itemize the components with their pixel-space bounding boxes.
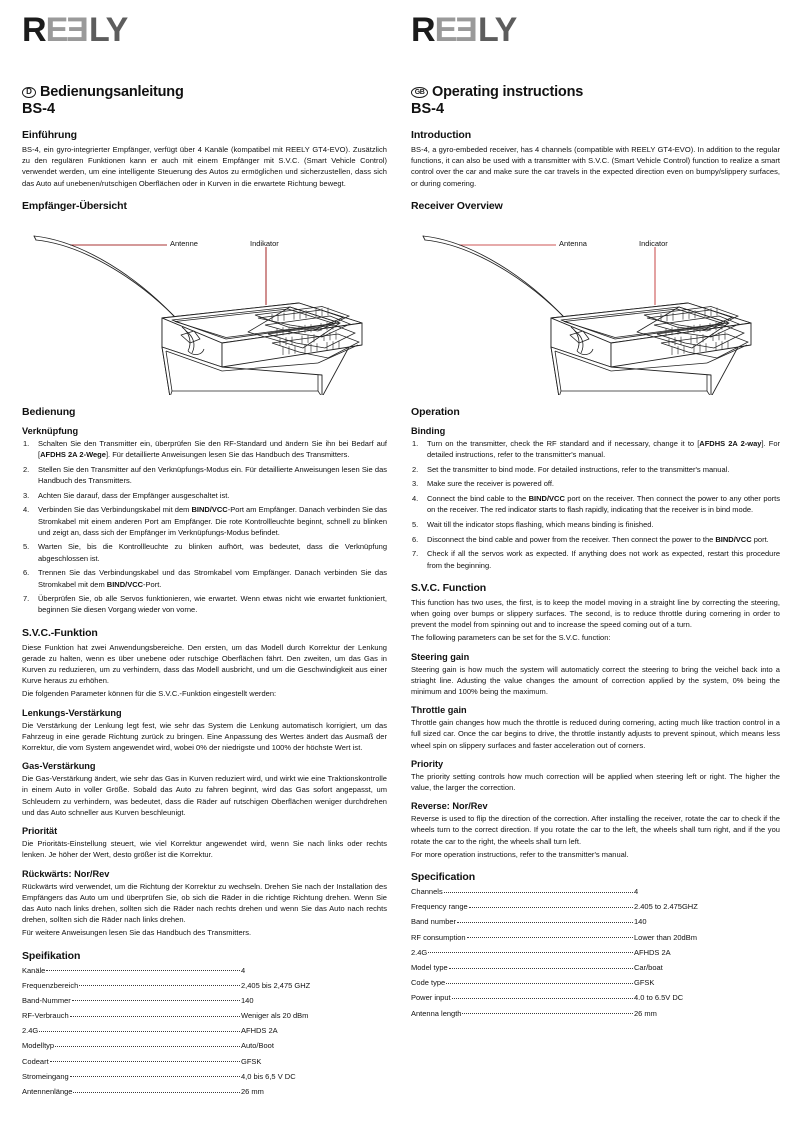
german-operation-heading: Bedienung [22,405,76,418]
step-text: Wait till the indicator stops flashing, which means binding is finished. [427,520,654,530]
spec-leader-dots [444,892,633,893]
spec-key: Band-Nummer [22,995,71,1005]
step-text: Disconnect the bind cable and power from the receiver. Then connect the power to the BIND/VCC port. [427,534,769,544]
english-title-row [411,84,780,100]
spec-key: Modelltyp [22,1041,55,1051]
german-spec-list [22,965,387,1098]
spec-value: Weniger als 20 dBm [241,1011,309,1021]
english-intro-heading: Introduction [411,129,472,141]
english-reverse-text: Reverse is used to flip the direction of the correction. After installing the receiver, rotate the car to check if the wheels turn to the correct direction. If you rotate the car to the left, the wheels shall turn right, and if the you rotate the car to the right, the wheels shall turn left. [411,814,780,846]
step-text: Überprüfen Sie, ob alle Servos funktionieren, wie erwartet. Wenn etwas nicht wie erwartet funktioniert, beginnen Sie diesen Vorgang wieder von vorne. [38,594,387,615]
spec-leader-dots [50,1061,240,1062]
spec-leader-dots [449,968,633,969]
german-receiver-diagram [22,215,387,395]
german-binding-steps [22,438,387,616]
binding-step [22,541,387,563]
step-number: 6. [23,568,30,578]
antenna-wire [423,236,577,331]
spec-value: Auto/Boot [241,1041,274,1051]
english-intro-text: BS-4, a gyro-embeded receiver, has 4 channels (compatible with REELY GT4-EVO). In addition to the regular functions, it can also be used with a transmitter with S.V.C. (Smart Vehicle Control) function to realize a smart control over the car and make sure the car travels in the expected direction even on bumpy/slippery surfaces, or during comering. [411,145,780,188]
spec-key: Codeart [22,1056,49,1066]
english-steering-text: Steering gain is how much the system will automaticly correct the steering to bring the veichel back into a striaght line. Adusting the value changes the amount of correction applied by the system, 0% being the minimum and 100% being the maximum. [411,664,780,697]
step-text: Achten Sie darauf, dass der Empfänger ausgeschaltet ist. [38,490,230,500]
spec-row [22,1086,387,1097]
english-receiver-diagram [411,215,780,395]
spec-value: 2,405 bis 2,475 GHZ [241,980,311,990]
english-svc-params-line: The following parameters can be set for the S.V.C. function: [411,633,611,643]
german-spec-heading: Speifikation [22,949,81,962]
english-svc-heading: S.V.C. Function [411,581,487,594]
spec-key: 2.4G [411,947,428,957]
english-model-name: BS-4 [411,101,445,117]
spec-leader-dots [467,937,633,938]
spec-key: Antenna length [411,1008,462,1018]
english-priority-text: The priority setting controls how much correction will be applied when steering left or right. The higher the value, the larger the correction. [411,771,780,793]
spec-row [411,1008,780,1019]
spec-key: Power input [411,993,451,1003]
spec-leader-dots [55,1046,240,1047]
spec-value: Car/boat [634,963,663,973]
spec-key: RF consumption [411,932,466,942]
spec-key: Model type [411,963,448,973]
step-number: 4. [412,494,419,504]
german-svc-text: Diese Funktion hat zwei Anwendungsbereiche. Den ersten, um das Modell durch Korrektur der Lenkung gerade zu halten, wenn es über unebene oder rutschige Oberflächen fährt. Den zweiten, um das Gas in Kurven zu reduzieren, um zu verhindern, dass das Modell ausbricht, und um die Geschwindigkeit aus einer Kurve heraus zu erhöhen. [22,642,387,686]
spec-leader-dots [46,970,240,971]
spec-value: 4.0 to 6.5V DC [634,993,684,1003]
step-number: 7. [23,594,30,604]
spec-value: AFHDS 2A [241,1026,278,1036]
german-model-name: BS-4 [22,101,56,117]
logo-letter-e2-mirrored: E [456,11,478,49]
english-spec-list [411,886,780,1019]
binding-step [411,438,780,460]
german-overview-heading: Empfänger-Übersicht [22,199,127,212]
english-operation-heading: Operation [411,405,460,418]
spec-value: 4 [241,965,246,975]
spec-leader-dots [39,1031,240,1032]
spec-leader-dots [72,1000,240,1001]
german-column [12,11,401,1134]
spec-row [22,980,387,991]
binding-step [411,493,780,515]
spec-value: Lower than 20dBm [634,932,697,942]
spec-key: Frequency range [411,902,468,912]
spec-row [22,995,387,1006]
spec-row [22,1025,387,1036]
binding-step [411,548,780,570]
spec-leader-dots [452,998,633,999]
spec-key: RF-Verbrauch [22,1011,69,1021]
spec-key: Channels [411,887,443,897]
german-indicator-label: Indikator [250,238,279,248]
spec-leader-dots [428,952,633,953]
spec-row [411,901,780,912]
german-priority-heading: Priorität [22,826,58,837]
german-more-info: Für weitere Anweisungen lesen Sie das Handbuch des Transmitters. [22,928,252,938]
step-number: 1. [412,438,419,448]
logo-letter-e1: E [45,11,68,49]
german-svc-params-line: Die folgenden Parameter können für die S.V.C.-Funktion eingestellt werden: [22,689,277,699]
spec-key: Band number [411,917,457,927]
step-number: 2. [412,464,419,474]
english-binding-steps [411,438,780,571]
spec-key: Stromeingang [22,1071,69,1081]
logo-letter-r: R [411,11,435,49]
step-text: Set the transmitter to bind mode. For detailed instructions, refer to the transmitter's manual. [427,464,730,474]
german-intro-heading: Einführung [22,129,77,141]
spec-value: GFSK [241,1056,262,1066]
step-text: Check if all the servos work as expected. If anything does not work as expected, restart this procedure from the beginning. [427,549,780,570]
german-binding-heading: Verknüpfung [22,425,79,436]
spec-value: 2.405 to 2.475GHZ [634,902,698,912]
leader-lines [459,245,655,305]
german-reverse-text: Rückwärts wird verwendet, um die Richtung der Korrektur zu wechseln. Drehen Sie nach der Installation des Empfängers das Auto um und überprüfen Sie, ob sich die Räder in die richtige Richtung drehen. Wenn Sie das Auto nach links drehen, sollten sich die Räder nach rechts drehen und wenn Sie das Auto nach rechts drehen, sollten sich die Räder nach links drehen. [22,881,387,925]
spec-row [411,932,780,943]
spec-value: 4 [634,887,639,897]
spec-key: Antennenlänge [22,1087,73,1097]
spec-value: 26 mm [634,1008,657,1018]
english-binding-heading: Binding [411,425,446,436]
binding-step [411,464,780,475]
spec-value: 4,0 bis 6,5 V DC [241,1071,296,1081]
english-column [401,11,790,1134]
reely-logo [22,11,387,49]
english-more-info: For more operation instructions, refer to the transmitter's manual. [411,849,629,859]
spec-key: 2.4G [22,1026,39,1036]
german-throttle-heading: Gas-Verstärkung [22,761,96,772]
english-antenna-label: Antenna [559,238,587,248]
english-spec-heading: Specification [411,871,476,884]
spec-key: Kanäle [22,965,46,975]
spec-row [22,1010,387,1021]
leader-lines [70,245,266,305]
german-intro-text: BS-4, ein gyro-integrierter Empfänger, verfügt über 4 Kanäle (kompatibel mit REELY GT4-EVO). Zusätzlich zu den regulären Funktionen kann er auch mit einem Empfänger mit S.V.C. (Smart Vehicle Control) verwendet werden, um eine intelligente Steuerung des Autos zu ermöglichen und sicherzustellen, dass sich das Auto auf unebenen/rutschigen Oberflächen oder in Kurven in die erwartete Richtung bewegt. [22,145,387,188]
spec-row [22,1040,387,1051]
spec-leader-dots [73,1092,240,1093]
spec-row [411,886,780,897]
receiver-illustration-svg [22,215,387,395]
english-doc-title: Operating instructions [432,84,584,100]
receiver-illustration-svg-en [411,215,776,395]
binding-step [22,464,387,486]
spec-value: 26 mm [241,1087,264,1097]
english-priority-heading: Priority [411,758,444,769]
spec-leader-dots [462,1013,633,1014]
step-number: 1. [23,438,30,448]
spec-row [411,916,780,927]
binding-step [411,534,780,545]
logo-letters-ly: LY [477,11,517,49]
step-text: Schalten Sie den Transmitter ein, überprüfen Sie den RF-Standard und ändern Sie ihn bei Bedarf auf [AFDHS 2A 2-Wege]. Für detaillierte Anweisungen lesen Sie das Handbuch des Transmitters. [38,438,387,460]
step-text: Turn on the transmitter, check the RF standard and if necessary, change it to [AFDHS 2A 2-way]. For detailed instructions, refer to the transmitter's manual. [427,438,780,460]
spec-leader-dots [446,983,633,984]
uk-flag-icon: GB [411,87,428,98]
german-svc-heading: S.V.C.-Funktion [22,626,98,639]
spec-leader-dots [70,1016,240,1017]
reely-logo-en [411,11,780,49]
spec-row [22,1056,387,1067]
german-reverse-heading: Rückwärts: Nor/Rev [22,868,110,879]
english-overview-heading: Receiver Overview [411,199,503,212]
step-number: 5. [23,542,30,552]
step-number: 5. [412,520,419,530]
spec-row [22,1071,387,1082]
binding-step [22,567,387,589]
spec-value: 140 [241,995,254,1005]
step-number: 4. [23,505,30,515]
binding-step [22,490,387,501]
binding-step [411,519,780,530]
german-title-row [22,84,387,100]
binding-step [22,593,387,615]
step-text: Warten Sie, bis die Kontrollleuchte zu blinken aufhört, was bedeutet, dass die Verknüpfung abgeschlossen ist. [38,542,387,563]
step-text: Verbinden Sie das Verbindungskabel mit dem BIND/VCC-Port am Empfänger. Danach verbinden Sie das Stromkabel mit einem anderen Port am Empfänger. Die rote Kontrollleuchte beginnt, schnell zu blinken und zeigt an, dass sich der Empfänger im Verknüpfungs-Modus befindet. [38,505,387,537]
antenna-wire [34,236,188,331]
german-antenna-label: Antenne [170,238,198,248]
spec-value: AFHDS 2A [634,947,671,957]
step-text: Make sure the receiver is powered off. [427,479,555,489]
german-steering-text: Die Verstärkung der Lenkung legt fest, wie sehr das System die Lenkung automatisch korrigiert, um das Fahrzeug in eine gerade Richtung zurück zu bringen. Eine Anpassung des Wertes ändert das Ausmaß der Korrektur, die vom System angewendet wird, wobei 0% der niedrigste und 100% der höchste Wert ist. [22,720,387,753]
spec-row [411,962,780,973]
step-number: 2. [23,464,30,474]
step-text: Connect the bind cable to the BIND/VCC port on the receiver. Then connect the power to any other ports on the receiver. The red indicator starts to flash rapidly, indicating that the receiver is in bind mode. [427,494,780,515]
germany-flag-icon: D [22,87,36,98]
logo-letter-e1: E [434,11,457,49]
german-priority-text: Die Prioritäts-Einstellung steuert, wie viel Korrektur angewendet wird, wenn Sie nach links oder rechts lenken. Je höher der Wert, desto größer ist die Korrektur. [22,839,387,860]
spec-row [22,965,387,976]
spec-row [411,992,780,1003]
step-text: Stellen Sie den Transmitter auf den Verknüpfungs-Modus ein. Für detaillierte Anweisungen lesen Sie das Handbuch des Transmitters. [38,464,387,485]
english-steering-heading: Steering gain [411,651,470,662]
spec-row [411,977,780,988]
spec-leader-dots [457,922,633,923]
step-number: 3. [23,490,30,500]
binding-step [411,478,780,489]
logo-letters-ly: LY [88,11,128,49]
spec-leader-dots [79,985,240,986]
spec-row [411,947,780,958]
spec-key: Code type [411,978,446,988]
german-doc-title: Bedienungsanleitung [40,84,184,100]
german-steering-heading: Lenkungs-Verstärkung [22,707,122,718]
step-number: 6. [412,534,419,544]
binding-step [22,438,387,460]
english-indicator-label: Indicator [639,238,668,248]
spec-value: 140 [634,917,647,927]
spec-value: GFSK [634,978,655,988]
english-throttle-text: Throttle gain changes how much the throttle is reduced during cornering, acting much like traction control in a full sized car. Once the car begins to drive, the throttle instantly adjusts to prevent spinout, which means less wheel spin on slippery surfaces and faster acceleration out of corners. [411,718,780,750]
step-number: 7. [412,549,419,559]
spec-leader-dots [469,907,633,908]
english-reverse-heading: Reverse: Nor/Rev [411,801,488,812]
binding-step [22,504,387,538]
step-number: 3. [412,479,419,489]
logo-letter-e2-mirrored: E [67,11,89,49]
logo-letter-r: R [22,11,46,49]
english-svc-text: This function has two uses, the first, is to keep the model moving in a straight line by correcting the steering, when going over bumps or slippery surfaces. The second, is to reduce throttle during cornering in order to prevent the model from spinning out and to increase the speed coming out of a turn. [411,597,780,630]
spec-key: Frequenzbereich [22,980,79,990]
step-text: Trennen Sie das Verbindungskabel und das Stromkabel vom Empfänger. Danach verbinden Sie das Stromkabel mit dem BIND/VCC-Port. [38,568,387,589]
english-throttle-heading: Throttle gain [411,705,467,716]
german-throttle-text: Die Gas-Verstärkung ändert, wie sehr das Gas in Kurven reduziert wird, und wirkt wie eine Traktionskontrolle in einem Auto in voller Größe. Sobald das Auto zu fahren beginnt, wird das Gas sofort angepasst, um Schleudern zu verhindern, was bedeutet, dass die Räder auf rutschigen Oberflächen weniger durchdrehen und das Auto schneller aus Kurven beschleunigt. [22,774,387,817]
spec-leader-dots [70,1076,240,1077]
